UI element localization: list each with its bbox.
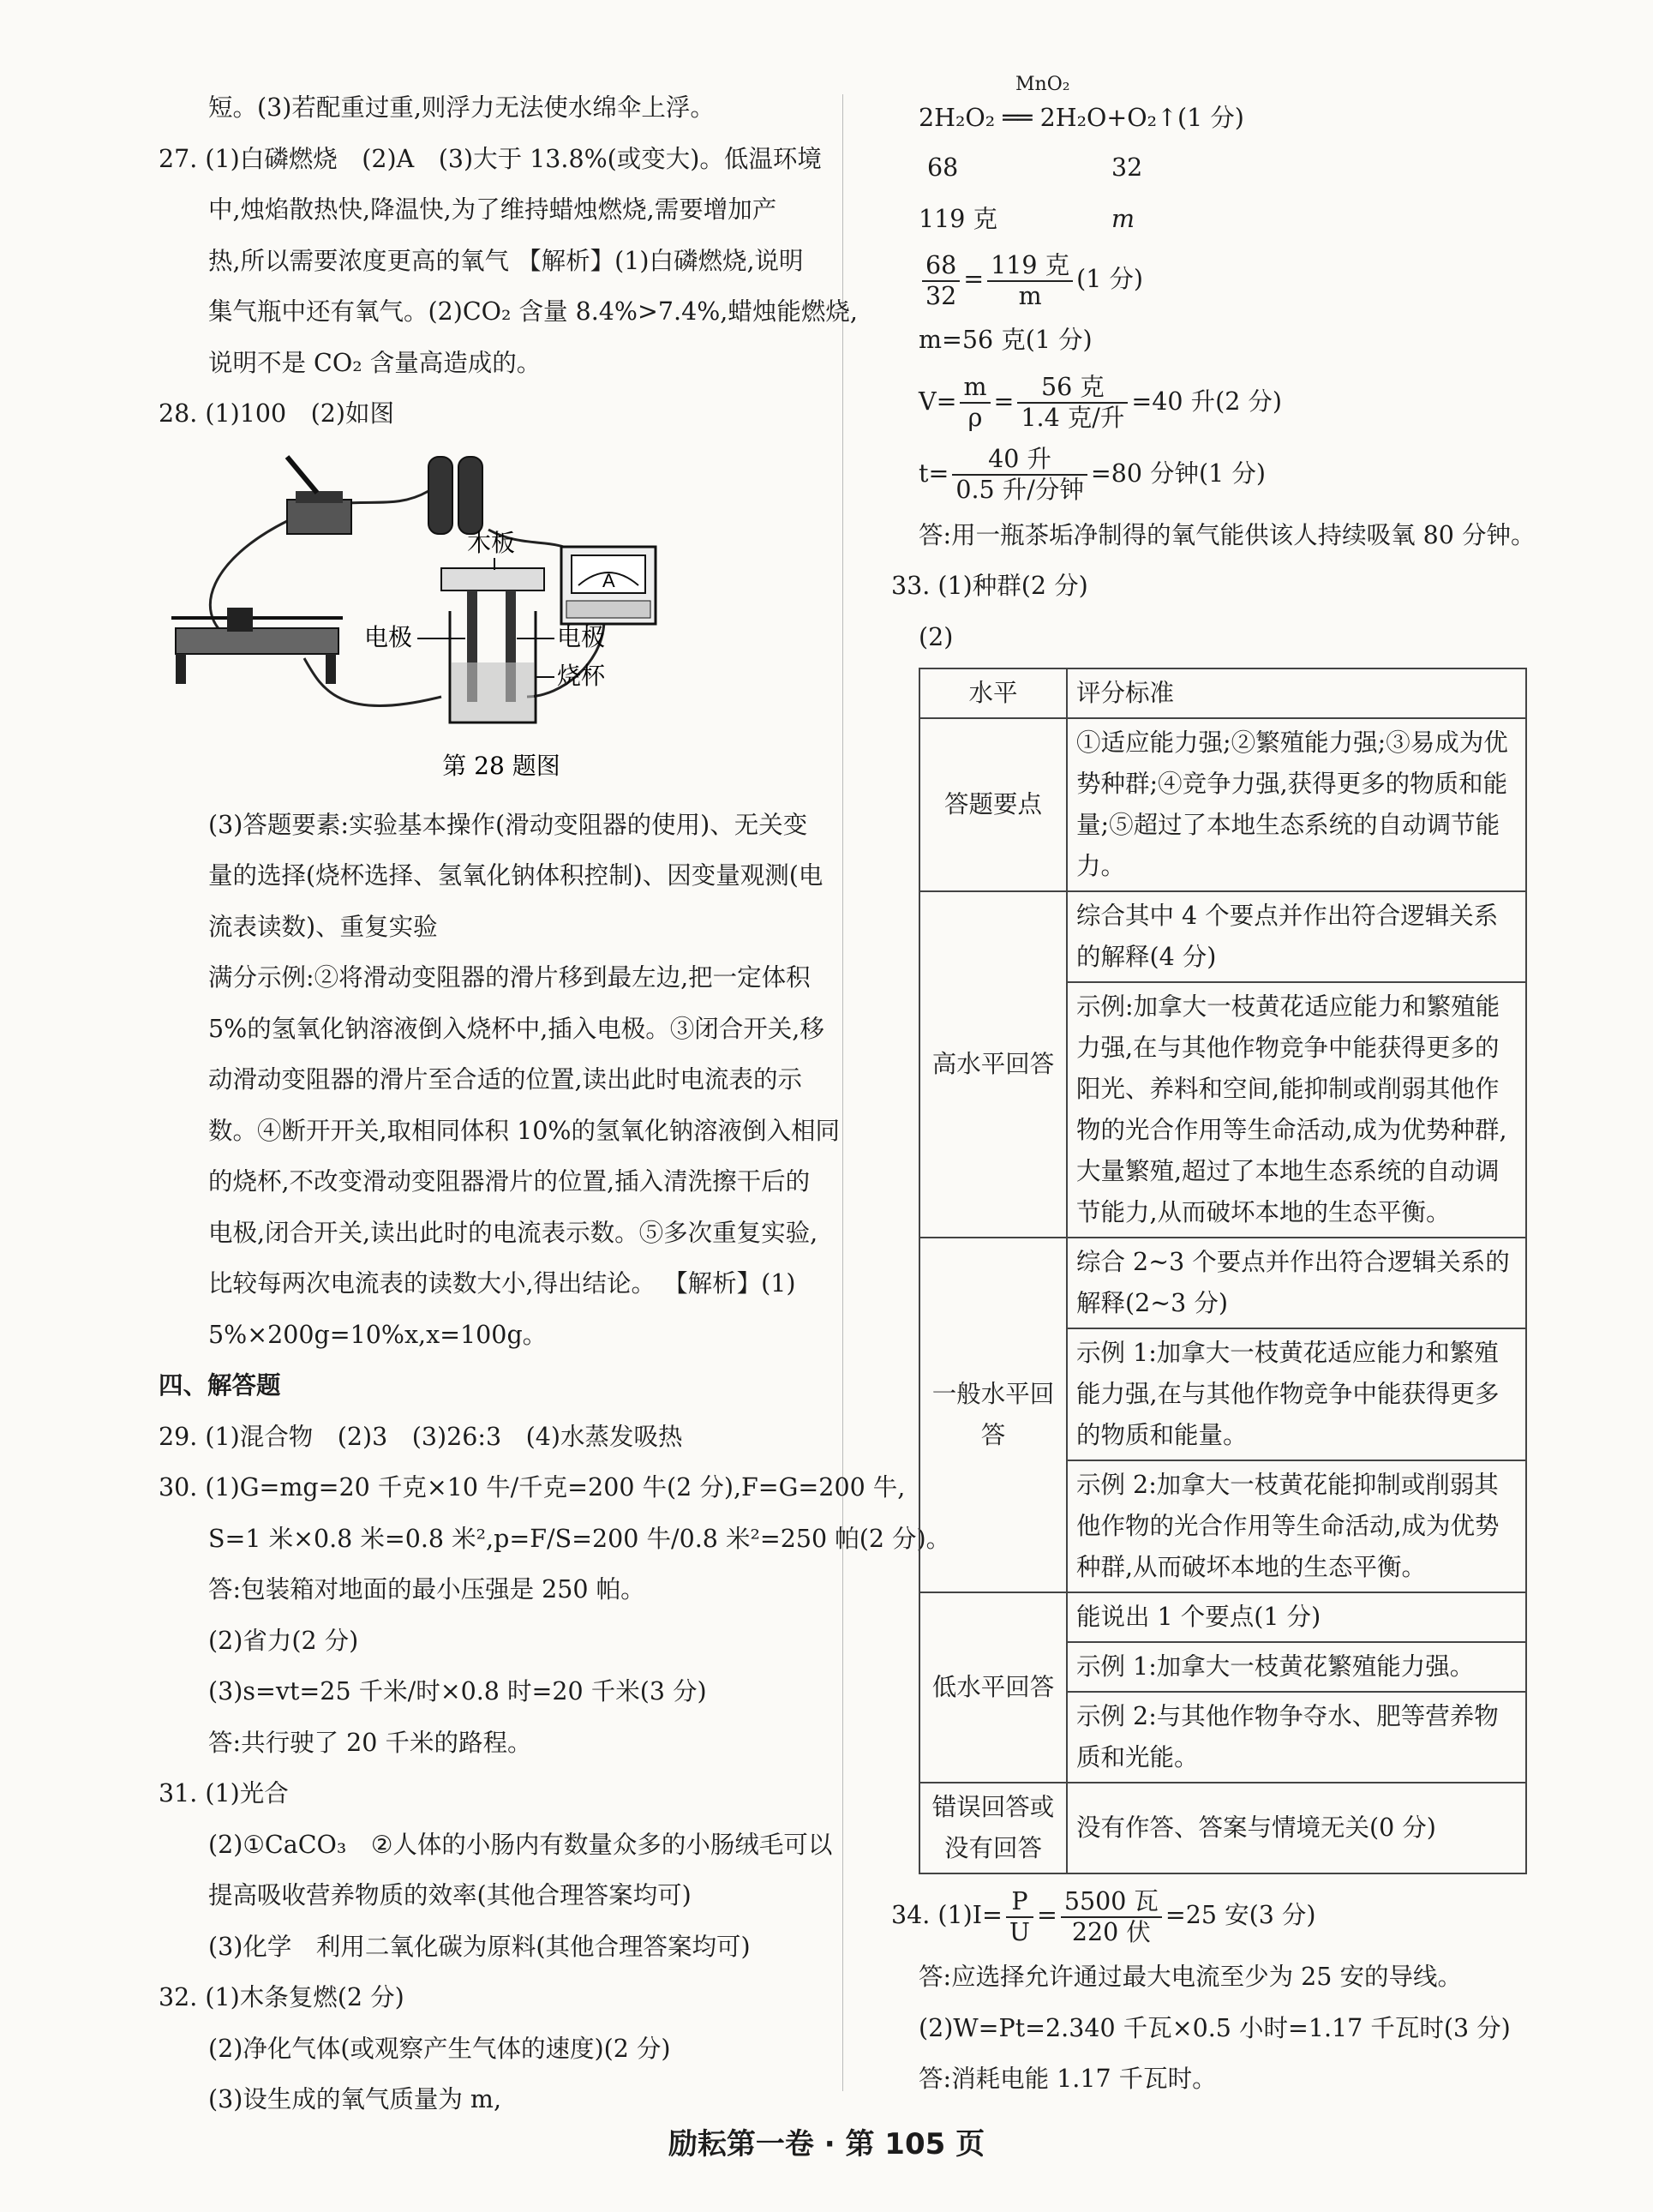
fraction [1061, 1887, 1162, 1947]
volume-line [891, 366, 1542, 438]
text-line: 5%×200g=10%x,x=100g。 [208, 1320, 548, 1349]
mass-known-row [891, 194, 1542, 245]
header-criteria: 评分标准 [1067, 668, 1526, 718]
level-cell: 低水平回答 [919, 1592, 1067, 1783]
fraction [1006, 1887, 1033, 1947]
fraction [952, 445, 1087, 505]
fraction [987, 251, 1073, 311]
q28-figure [159, 440, 844, 800]
criteria-cell: 综合 2~3 个要点并作出符合逻辑关系的解释(2~3 分) [1067, 1238, 1526, 1328]
text-line: 短。(3)若配重过重,则浮力无法使水绵伞上浮。 [208, 93, 715, 122]
text-line: (3)设生成的氧气质量为 m, [208, 2085, 502, 2113]
battery-icon [428, 457, 482, 534]
equation-line [891, 74, 1542, 142]
table-row [919, 1592, 1526, 1642]
mass-119: 119 克 [919, 204, 997, 233]
fraction [922, 251, 960, 311]
q29-line: 29. (1)混合物 (2)3 (3)26:3 (4)水蒸发吸热 [159, 1422, 683, 1451]
circuit-diagram [159, 440, 844, 800]
fraction-denominator: 220 伏 [1071, 1917, 1151, 1946]
criteria-cell: 示例 1:加拿大一枝黄花适应能力和繁殖能力强,在与其他作物竞争中能获得更多的物质和能量。 [1067, 1328, 1526, 1460]
figure-caption: 第 28 题图 [442, 751, 560, 780]
text-line: 电极,闭合开关,读出此时的电流表示数。⑤多次重复实验, [208, 1218, 818, 1247]
q28-line: 28. (1)100 (2)如图 [159, 399, 395, 428]
criteria-cell: 示例:加拿大一枝黄花适应能力和繁殖能力强,在与其他作物竞争中能获得更多的阳光、养料和空间,能抑制或削弱其他作物的光合作用等生命活动,成为优势种群,大量繁殖,超过了本地生态系统的自动调节能力,从而破坏本地的生态平衡。 [1067, 982, 1526, 1238]
level-cell: 一般水平回答 [919, 1238, 1067, 1592]
fraction-denominator: U [1009, 1917, 1030, 1946]
label-electrode-left: 电极 [364, 622, 413, 651]
beaker-icon [441, 568, 544, 722]
ratio-line: $\frac{68}{32}$ = $\frac{\text{119 克}}{m}$ (1 分) [891, 244, 1542, 315]
ammeter-icon [561, 547, 656, 624]
header-level: 水平 [919, 668, 1067, 718]
text-line: (2)省力(2 分) [208, 1626, 359, 1655]
text-line: S=1 米×0.8 米=0.8 米²,p=F/S=200 牛/0.8 米²=250 帕(2 分)。 [208, 1524, 951, 1553]
q33-line: 33. (1)种群(2 分) [891, 572, 1088, 600]
level-cell: 高水平回答 [919, 891, 1067, 1238]
fraction [960, 373, 990, 433]
table-row [919, 668, 1526, 718]
fraction-denominator: 1.4 克/升 [1021, 404, 1125, 432]
q32-line: 32. (1)木条复燃(2 分) [159, 1983, 404, 2011]
q34-lhs: 34. (1)I= [891, 1901, 1003, 1929]
fraction-denominator: ρ [967, 404, 983, 432]
criteria-cell: 示例 1:加拿大一枝黄花繁殖能力强。 [1067, 1642, 1526, 1692]
criteria-cell: ①适应能力强;②繁殖能力强;③易成为优势种群;④竞争力强,获得更多的物质和能量;⑤超过了本地生态系统的自动调节能力。 [1067, 718, 1526, 891]
q31-line: 31. (1)光合 [159, 1779, 289, 1807]
mass-ratio-row [891, 142, 1542, 194]
q27-line: 27. (1)白磷燃烧 (2)A (3)大于 13.8%(或变大)。低温环境 [159, 144, 822, 173]
q34-line [891, 1879, 1542, 1951]
v-lhs: V= [919, 387, 957, 416]
text-line: (2)①CaCO₃ ②人体的小肠内有数量众多的小肠绒毛可以 [208, 1830, 833, 1859]
criteria-cell: 综合其中 4 个要点并作出符合逻辑关系的解释(4 分) [1067, 891, 1526, 982]
q34-part2: (2)W=Pt=2.340 千瓦×0.5 小时=1.17 千瓦时(3 分) [919, 2013, 1511, 2042]
fraction-denominator: 0.5 升/分钟 [955, 476, 1084, 504]
text-line: 数。④断开开关,取相同体积 10%的氢氧化钠溶液倒入相同 [208, 1116, 840, 1145]
text-line: 热,所以需要浓度更高的氧气 【解析】(1)白磷燃烧,说明 [208, 246, 804, 275]
text-line: 的烧杯,不改变滑动变阻器滑片的位置,插入清洗擦干后的 [208, 1167, 811, 1196]
t-lhs: t= [919, 459, 949, 488]
text-line: 答:包装箱对地面的最小压强是 250 帕。 [208, 1575, 645, 1604]
v-tail: =40 升(2 分) [1131, 387, 1283, 416]
criteria-cell: 没有作答、答案与情境无关(0 分) [1067, 1783, 1526, 1873]
criteria-cell: 示例 2:与其他作物争夺水、肥等营养物质和光能。 [1067, 1692, 1526, 1783]
table-row [919, 718, 1526, 891]
answer-34b: 答:消耗电能 1.17 千瓦时。 [919, 2065, 1217, 2093]
mass-68: 68 [927, 153, 959, 182]
mass-m: m [1111, 204, 1135, 233]
text-line: 5%的氢氧化钠溶液倒入烧杯中,插入电极。③闭合开关,移 [208, 1014, 824, 1043]
text-line: (2)净化气体(或观察产生气体的速度)(2 分) [208, 2034, 671, 2063]
fraction [1017, 373, 1128, 433]
section-title: 四、解答题 [159, 1370, 281, 1400]
text-line: (3)答题要素:实验基本操作(滑动变阻器的使用)、无关变 [208, 810, 808, 839]
fraction-numerator: 56 克 [1017, 373, 1128, 404]
t-tail: =80 分钟(1 分) [1090, 459, 1266, 488]
answer-34a: 答:应选择允许通过最大电流至少为 25 安的导线。 [919, 1963, 1462, 1991]
fraction-numerator: 119 克 [987, 251, 1073, 282]
equals: = [993, 387, 1015, 416]
page-footer: 励耘第一卷 · 第 105 页 [668, 2127, 985, 2161]
text-line: 集气瓶中还有氧气。(2)CO₂ 含量 8.4%>7.4%,蜡烛能燃烧, [208, 297, 858, 326]
text-line: 中,烛焰散热快,降温快,为了维持蜡烛燃烧,需要增加产 [208, 195, 777, 224]
text-line: 动滑动变阻器的滑片至合适的位置,读出此时电流表的示 [208, 1065, 803, 1094]
q34-tail: =25 安(3 分) [1165, 1901, 1316, 1929]
table-row [919, 1238, 1526, 1328]
equals: = [1036, 1901, 1057, 1929]
label-board: 木板 [467, 528, 516, 557]
fraction-denominator: m [1018, 281, 1042, 310]
text-line: 流表读数)、重复实验 [208, 912, 438, 941]
text-line: 满分示例:②将滑动变阻器的滑片移到最左边,把一定体积 [208, 963, 811, 992]
catalyst-label: MnO₂ [1015, 74, 1070, 95]
criteria-cell: 示例 2:加拿大一枝黄花能抑制或削弱其他作物的光合作用等生命活动,成为优势种群,从而破坏本地的生态平衡。 [1067, 1460, 1526, 1592]
fraction-numerator: 68 [922, 251, 960, 282]
time-line [891, 438, 1542, 510]
level-cell: 错误回答或没有回答 [919, 1783, 1067, 1873]
switch-icon [287, 457, 351, 534]
text-line: 比较每两次电流表的读数大小,得出结论。 【解析】(1) [208, 1269, 796, 1298]
fraction-numerator: 40 升 [952, 445, 1087, 476]
rheostat-icon [171, 608, 343, 684]
fraction-numerator: 5500 瓦 [1061, 1887, 1162, 1918]
mass-32: 32 [1111, 153, 1143, 182]
fraction-denominator: 32 [925, 281, 957, 310]
fraction-numerator: m [960, 373, 990, 404]
answer-32: 答:用一瓶茶垢净制得的氧气能供该人持续吸氧 80 分钟。 [919, 520, 1536, 549]
criteria-cell: 能说出 1 个要点(1 分) [1067, 1592, 1526, 1642]
q33-part2: (2) [919, 622, 954, 651]
scoring-table [919, 668, 1527, 1874]
text-line: 提高吸收营养物质的效率(其他合理答案均可) [208, 1881, 692, 1909]
equation: 2H₂O₂ ══ 2H₂O+O₂↑(1 分) [919, 104, 1244, 132]
table-row [919, 891, 1526, 982]
right-column [891, 74, 1542, 2105]
label-electrode-right: 电极 [557, 622, 606, 651]
q30-line: 30. (1)G=mg=20 千克×10 牛/千克=200 牛(2 分),F=G=200 牛, [159, 1473, 906, 1502]
ratio-tail: (1 分) [1076, 265, 1144, 293]
table-row [919, 1783, 1526, 1873]
text-line: 说明不是 CO₂ 含量高造成的。 [208, 348, 542, 377]
text-line: 答:共行驶了 20 千米的路程。 [208, 1728, 532, 1757]
text-line: (3)化学 利用二氧化碳为原料(其他合理答案均可) [208, 1932, 751, 1961]
m-result: m=56 克(1 分) [919, 326, 1093, 354]
text-line: 量的选择(烧杯选择、氢氧化钠体积控制)、因变量观测(电 [208, 861, 824, 890]
level-cell: 答题要点 [919, 718, 1067, 891]
text-line: (3)s=vt=25 千米/时×0.8 时=20 千米(3 分) [208, 1677, 707, 1705]
label-beaker: 烧杯 [557, 661, 606, 690]
ammeter-mark: A [602, 569, 615, 591]
fraction-numerator: P [1006, 1887, 1033, 1918]
